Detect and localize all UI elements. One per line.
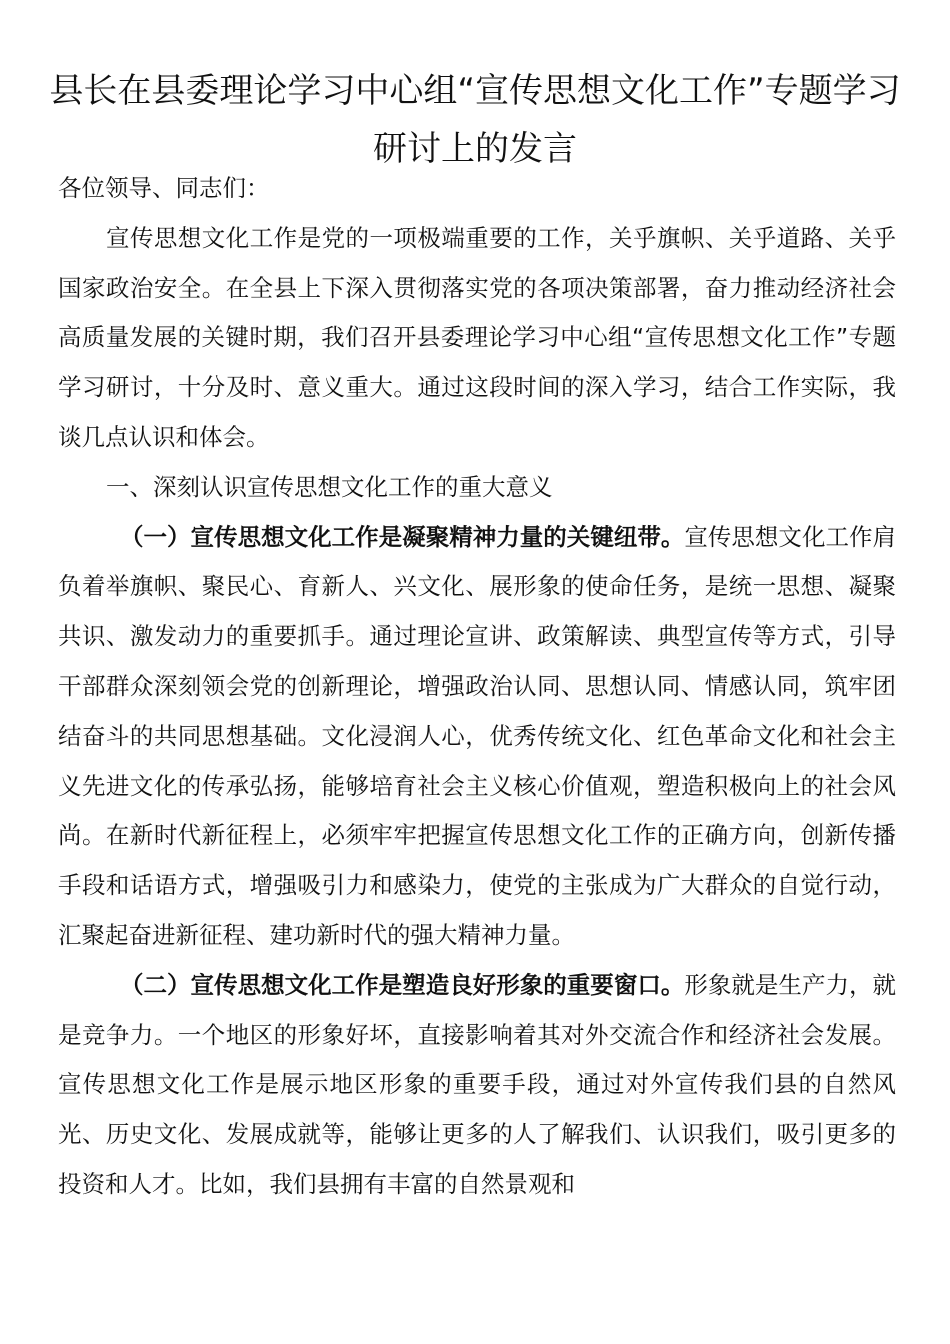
paragraph-2: [58, 961, 896, 1210]
paragraph-1-lead: （一）宣传思想文化工作是凝聚精神力量的关键纽带。: [120, 522, 685, 551]
paragraph-2-body: 形象就是生产力，就是竞争力。一个地区的形象好坏，直接影响着其对外交流合作和经济社会发展。宣传思想文化工作是展示地区形象的重要手段，通过对外宣传我们县的自然风光、历史文化、发展成就等，能够让更多的人了解我们、认识我们，吸引更多的投资和人才。比如，我们县拥有丰富的自然景观和: [58, 970, 896, 1198]
document-body: [58, 164, 896, 1210]
salutation: 各位领导、同志们：: [58, 174, 270, 202]
paragraph-2-lead: （二）宣传思想文化工作是塑造良好形象的重要窗口。: [120, 970, 685, 999]
intro-paragraph: 宣传思想文化工作是党的一项极端重要的工作，关乎旗帜、关乎道路、关乎国家政治安全。在全县上下深入贯彻落实党的各项决策部署，奋力推动经济社会高质量发展的关键时期，我们召开县委理论学习中心组“宣传思想文化工作”专题学习研讨，十分及时、意义重大。通过这段时间的深入学习，结合工作实际，我谈几点认识和体会。: [58, 223, 896, 451]
document-title: 县长在县委理论学习中心组“宣传思想文化工作”专题学习研讨上的发言: [49, 71, 901, 169]
paragraph-1-body: 宣传思想文化工作肩负着举旗帜、聚民心、育新人、兴文化、展形象的使命任务，是统一思想、凝聚共识、激发动力的重要抓手。通过理论宣讲、政策解读、典型宣传等方式，引导干部群众深刻领会党的创新理论，增强政治认同、思想认同、情感认同，筑牢团结奋斗的共同思想基础。文化浸润人心，优秀传统文化、红色革命文化和社会主义先进文化的传承弘扬，能够培育社会主义核心价值观，塑造积极向上的社会风尚。在新时代新征程上，必须牢牢把握宣传思想文化工作的正确方向，创新传播手段和话语方式，增强吸引力和感染力，使党的主张成为广大群众的自觉行动，汇聚起奋进新征程、建功新时代的强大精神力量。: [58, 522, 896, 949]
paragraph-1: [58, 513, 896, 961]
section-heading-1: 一、深刻认识宣传思想文化工作的重大意义: [106, 472, 553, 501]
